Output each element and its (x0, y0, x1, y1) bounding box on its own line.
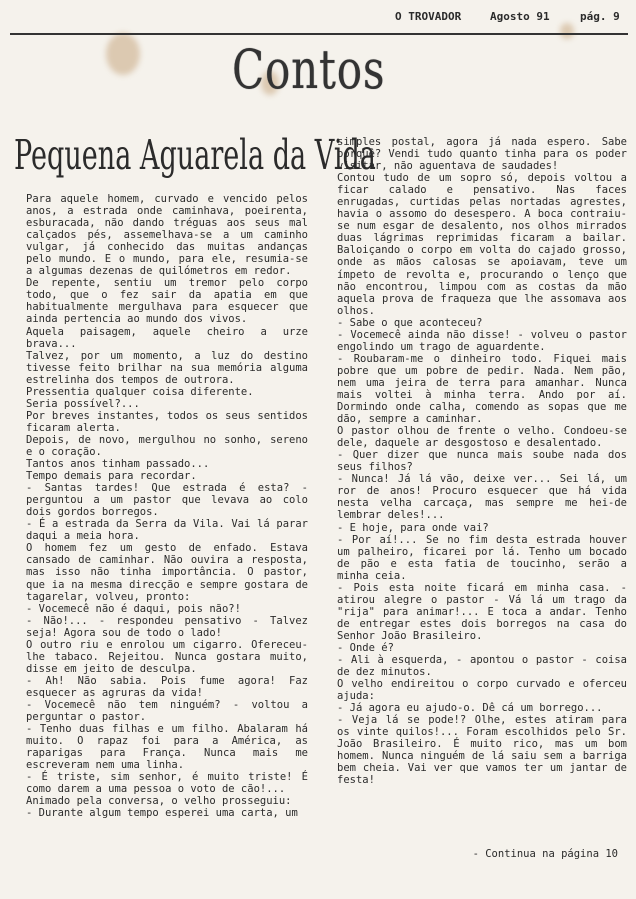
paragraph: - Quer dizer que nunca mais soube nada dos seus filhos? (337, 449, 627, 474)
paragraph: - Sabe o que aconteceu? (337, 316, 483, 329)
paragraph: Contou tudo de um sopro só, depois voltou a ficar calado e pensativo. Nas faces enrugadas, curtidas pelas nortadas agrestes, havia o assomo do desespero. A boca contraiu-se num esgar de desalento, nos olhos mirrados duas lágrimas reprimidas ficaram a bailar. Baloiçando o corpo em volta do cajado grosso, onde as mãos calosas se apoiavam, teve um ímpeto de revolta e, procurando o lenço que não encontrou, limpou com as costas da mão aquela prova de fraqueza que lhe assomava aos olhos. (337, 172, 627, 317)
left-column (26, 193, 308, 819)
paragraph: - Roubaram-me o dinheiro todo. Fiquei mais pobre que um pobre de pedir. Nada. Nem pão, nem uma jeira de terra para amanhar. Nunca mais voltei à minha terra. Ando por aí. Dormindo onde calha, comendo as sopas que me dão, sempre a caminhar. (337, 352, 627, 426)
paragraph: O velho endireitou o corpo curvado e oferceu ajuda: (337, 678, 627, 703)
paragraph: - Durante algum tempo esperei uma carta, um (26, 807, 298, 820)
story-title: Pequena Aguarela da Vida (14, 131, 376, 179)
paragraph: - Onde é? (337, 641, 394, 654)
paragraph: - Já agora eu ajudo-o. Dê cá um borrego... (337, 702, 603, 715)
paragraph: - Não!... - respondeu pensativo - Talvez seja! Agora sou de todo o lado! (26, 614, 308, 639)
paragraph: - E hoje, para onde vai? (337, 521, 489, 534)
paragraph: simples postal, agora já nada espero. Sabe porquê? Vendi tudo quanto tinha para os poder visitar, não aguentava de saudades! (337, 136, 627, 173)
paragraph: Seria possível?... (26, 397, 140, 410)
paragraph: Pressentia qualquer coisa diferente. (26, 385, 254, 398)
paragraph: - Nunca! Já lá vão, deixe ver... Sei lá, um ror de anos! Procuro esquecer que há vida nesta velha carcaça, mas sempre me hei-de lembrar deles!... (337, 473, 627, 522)
paragraph: O homem fez um gesto de enfado. Estava cansado de caminhar. Não ouvira a resposta, mas isso não tinha importância. O pastor, que ia na mesma direcção e sempre gostara de tagarelar, volveu, pronto: (26, 542, 308, 603)
header-rule (10, 33, 628, 35)
paragraph: Depois, de novo, mergulhou no sonho, sereno e o coração. (26, 433, 308, 458)
paragraph: Tempo demais para recordar. (26, 470, 197, 483)
publication-name: O TROVADOR (395, 10, 462, 23)
paragraph: Aquela paisagem, aquele cheiro a urze brava... (26, 325, 308, 350)
paragraph: Talvez, por um momento, a luz do destino tivesse feito brilhar na sua memória alguma estrelinha dos tempos de outrora. (26, 349, 308, 386)
coffee-stain (560, 23, 574, 39)
paragraph: De repente, sentiu um tremor pelo corpo todo, que o fez sair da apatia em que habitualmente mergulhava para esquecer que ainda pertencia ao mundo dos vivos. (26, 277, 308, 326)
right-column (337, 136, 627, 787)
paragraph: - Ali à esquerda, - apontou o pastor - coisa de dez minutos. (337, 654, 627, 679)
section-title: Contos (232, 38, 386, 101)
paragraph: Tantos anos tinham passado... (26, 458, 210, 471)
page-header (395, 10, 628, 23)
paragraph: - Por aí!... Se no fim desta estrada houver um palheiro, ficarei por lá. Tenho um bocado de pão e esta fatia de toucinho, serão a minha ceia. (337, 533, 627, 582)
paragraph: - Santas tardes! Que estrada é esta? - perguntou a um pastor que levava ao colo dois gordos borregos. (26, 482, 308, 519)
paragraph: O pastor olhou de frente o velho. Condoeu-se dele, daquele ar desgostoso e desalentado. (337, 425, 627, 450)
paragraph: - Vocemecê não tem ninguém? - voltou a perguntar o pastor. (26, 698, 308, 724)
paragraph: - Tenho duas filhas e um filho. Abalaram há muito. O rapaz foi para a América, as raparigas para França. Nunca mais me escreveram nem uma linha. (26, 723, 308, 772)
continuation-note: - Continua na página 10 (472, 848, 618, 860)
paragraph: O outro riu e enrolou um cigarro. Ofereceu-lhe tabaco. Rejeitou. Nunca gostara muito, disse em jeito de desculpa. (26, 638, 308, 675)
paragraph: Para aquele homem, curvado e vencido pelos anos, a estrada onde caminhava, poeirenta, esburacada, não dando tréguas aos seus mal calçados pés, assemelhava-se a um caminho vulgar, já conhecido das muitas andanças pelo mundo. E o mundo, para ele, resumia-se a algumas dezenas de quilómetros em redor. (26, 193, 308, 278)
paragraph: - É a estrada da Serra da Vila. Vai lá parar daqui a meia hora. (26, 518, 308, 543)
paragraph: - É triste, sim senhor, é muito triste! É como darem a uma pessoa o voto de cão!... (26, 771, 308, 796)
paragraph: Animado pela conversa, o velho prosseguiu: (26, 795, 292, 808)
coffee-stain (106, 33, 140, 75)
paragraph: Por breves instantes, todos os seus sentidos ficaram alerta. (26, 409, 308, 434)
paragraph: - Pois esta noite ficará em minha casa. - atirou alegre o pastor - Vá lá um trago da "rija" para animar!... E toca a andar. Tenho de entregar estes dois borregos na casa do Senhor João Brasileiro. (337, 581, 627, 642)
page-number: pág. 9 (580, 10, 620, 23)
paragraph: - Ah! Não sabia. Pois fume agora! Faz esquecer as agruras da vida! (26, 674, 308, 699)
paragraph: - Veja lá se pode!? Olhe, estes atiram para os vinte quilos!... Foram escolhidos pelo Sr. João Brasileiro. É muito rico, mas um bom homem. Nunca ninguém de lá saiu sem a barriga bem cheia. Vai ver que vamos ter um jantar de festa! (337, 714, 627, 787)
paragraph: - Vocemecê ainda não disse! - volveu o pastor engolindo um trago de aguardente. (337, 328, 627, 353)
issue-date: Agosto 91 (490, 10, 550, 23)
paragraph: - Vocemecê não é daqui, pois não?! (26, 602, 241, 615)
